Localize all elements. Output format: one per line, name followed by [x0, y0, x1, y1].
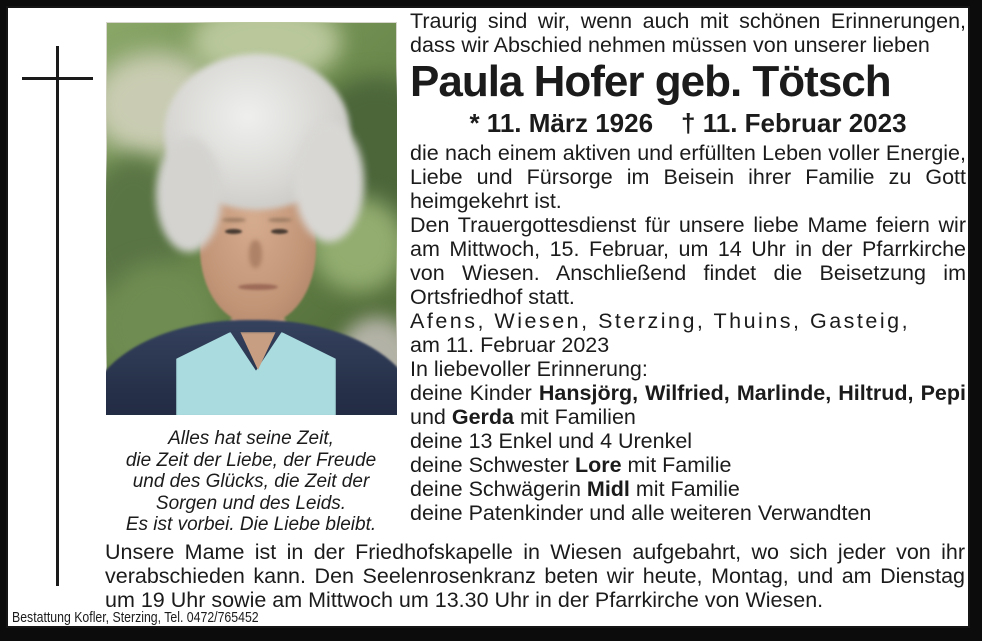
place-date-line: am 11. Februar 2023	[410, 333, 610, 357]
poem-line: Alles hat seine Zeit,	[168, 428, 334, 449]
poem-line: Sorgen und des Leids.	[155, 492, 347, 514]
places-line: Afens, Wiesen, Sterzing, Thuins, Gasteig,	[410, 309, 911, 333]
memorial-poem	[95, 428, 407, 536]
life-text: die nach einem aktiven und erfüllten Leben voller Energie, Liebe und Fürsorge im Beisein ihrer Familie zu Gott heimgekehrt ist.	[410, 141, 966, 213]
announcement-column	[410, 9, 966, 525]
funeral-home-credit: Bestattung Kofler, Sterzing, Tel. 0472/765452	[12, 609, 259, 626]
remembrance-heading: In liebevoller Erinnerung:	[410, 357, 648, 381]
photo-nose	[249, 240, 262, 268]
intro-text: Traurig sind wir, wenn auch mit schönen Erinnerungen, dass wir Abschied nehmen müssen von unserer lieben	[410, 9, 966, 57]
mourners-children	[410, 381, 966, 429]
wake-info-text: Unsere Mame ist in der Friedhofskapelle in Wiesen aufgebahrt, wo sich jeder von ihr verabschieden kann. Den Seelenrosenkranz beten wir heute, Montag, und am Dienstag um 19 Uhr sowie am Mittwoch um 13.30 Uhr in der Pfarrkirche von Wiesen.	[105, 540, 965, 612]
mourners-children-names: Hansjörg, Wilfried, Marlinde, Hiltrud, Pepi	[538, 381, 966, 405]
mourners-sister-name: Lore	[574, 453, 622, 477]
life-dates	[410, 106, 966, 140]
portrait-photo	[106, 22, 397, 415]
poem-line: Es ist vorbei. Die Liebe bleibt.	[125, 514, 377, 535]
photo-eyebrow	[222, 218, 246, 222]
mourners-sister-in-law-name: Midl	[586, 477, 630, 501]
mourners-children-conjunction: und	[410, 405, 446, 429]
mourners-sister-prefix: deine Schwester	[410, 453, 569, 477]
photo-eyebrow	[268, 218, 292, 222]
poem-line: die Zeit der Liebe, der Freude	[125, 449, 377, 471]
mourners-others: deine Patenkinder und alle weiteren Verwandten	[410, 501, 872, 525]
mourners-grandchildren: deine 13 Enkel und 4 Urenkel	[410, 429, 693, 453]
mourners-sister-suffix: mit Familie	[627, 453, 732, 477]
mourners-sister-in-law	[410, 477, 966, 501]
mourners-sister	[410, 453, 966, 477]
photo-mouth	[238, 284, 278, 290]
mourners-children-name: Gerda	[451, 405, 514, 429]
cross-icon-bar	[22, 77, 93, 80]
death-date: † 11. Februar 2023	[681, 108, 907, 138]
birth-date: * 11. März 1926	[469, 108, 654, 138]
poem-line: und des Glücks, die Zeit der	[132, 471, 370, 492]
mourners-sister-in-law-prefix: deine Schwägerin	[410, 477, 581, 501]
photo-eye	[225, 229, 242, 234]
mourners-children-suffix: mit Familien	[519, 405, 636, 429]
photo-eye	[271, 229, 288, 234]
mourners-sister-in-law-suffix: mit Familie	[635, 477, 740, 501]
mourners-children-prefix: deine Kinder	[410, 381, 532, 405]
cross-icon	[56, 46, 59, 586]
service-text: Den Trauergottesdienst für unsere liebe Mame feiern wir am Mittwoch, 15. Februar, um 14 Uhr in der Pfarrkirche von Wiesen. Anschließend findet die Beisetzung im Ortsfriedhof statt.	[410, 213, 966, 309]
photo-hair-right	[294, 122, 364, 242]
photo-hair-left	[156, 137, 222, 252]
deceased-name: Paula Hofer geb. Tötsch	[410, 57, 891, 106]
